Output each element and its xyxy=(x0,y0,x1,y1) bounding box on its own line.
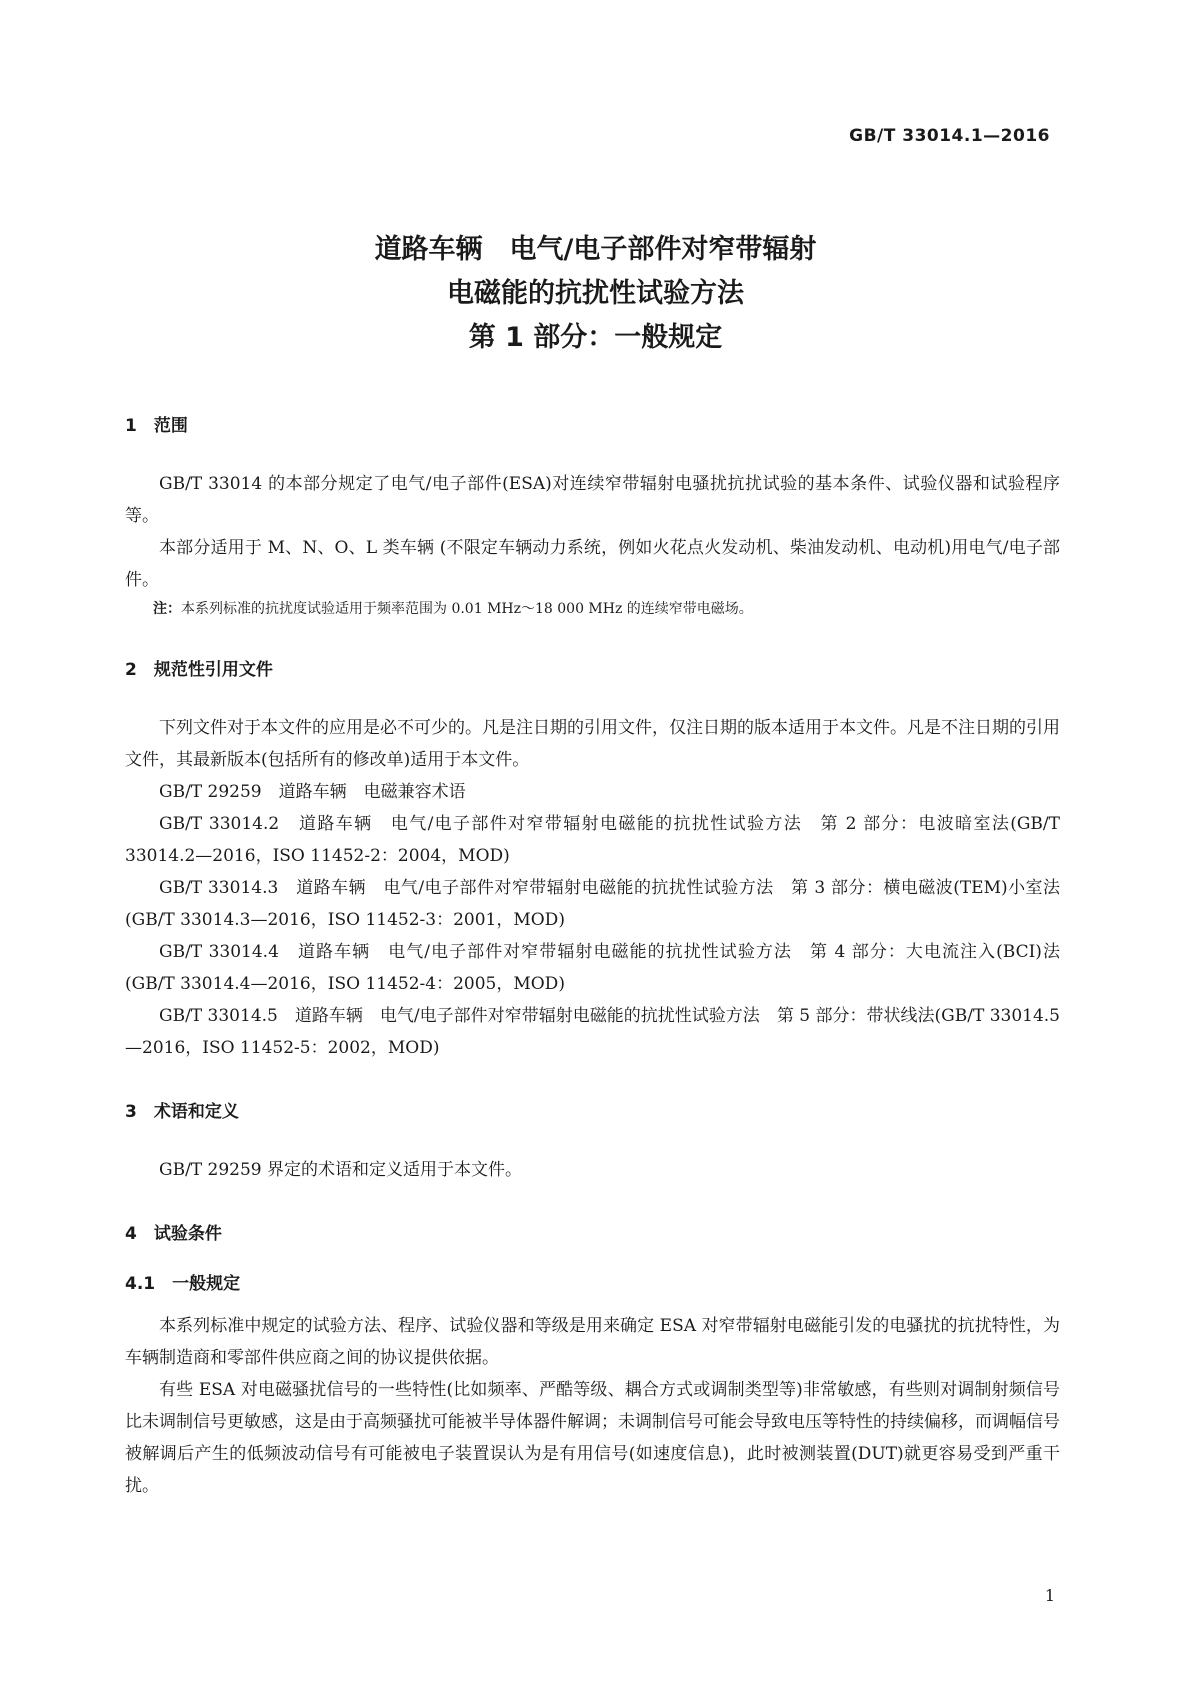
section-2-intro: 下列文件对于本文件的应用是必不可少的。凡是注日期的引用文件，仅注日期的版本适用于本文件。凡是不注日期的引用文件，其最新版本(包括所有的修改单)适用于本文件。 xyxy=(125,718,1060,770)
section-4-heading: 4 试验条件 xyxy=(125,1224,222,1244)
section-1-heading: 1 范围 xyxy=(125,416,188,436)
page-number: 1 xyxy=(1044,1586,1055,1605)
section-1-note xyxy=(125,596,1060,622)
section-4-1-heading: 4.1 一般规定 xyxy=(125,1274,241,1294)
reference-item: GB/T 33014.3 道路车辆 电气/电子部件对窄带辐射电磁能的抗扰性试验方法 第 3 部分：横电磁波(TEM)小室法(GB/T 33014.3—2016，ISO 11452-3：2001，MOD) xyxy=(125,878,1060,930)
standard-code: GB/T 33014.1—2016 xyxy=(849,126,1050,146)
document-body xyxy=(125,414,1060,1502)
section-2-heading: 2 规范性引用文件 xyxy=(125,660,273,680)
document-title xyxy=(0,228,1191,360)
title-line-3: 第 1 部分：一般规定 xyxy=(468,322,723,353)
section-3-heading: 3 术语和定义 xyxy=(125,1102,239,1122)
reference-item: GB/T 33014.5 道路车辆 电气/电子部件对窄带辐射电磁能的抗扰性试验方法 第 5 部分：带状线法(GB/T 33014.5—2016，ISO 11452-5：2002，MOD) xyxy=(125,1006,1060,1058)
title-line-1: 道路车辆 电气/电子部件对窄带辐射 xyxy=(374,234,817,265)
reference-item: GB/T 33014.2 道路车辆 电气/电子部件对窄带辐射电磁能的抗扰性试验方法 第 2 部分：电波暗室法(GB/T 33014.2—2016，ISO 11452-2：2004，MOD) xyxy=(125,814,1060,866)
section-1-paragraph-2: 本部分适用于 M、N、O、L 类车辆 (不限定车辆动力系统，例如火花点火发动机、柴油发动机、电动机)用电气/电子部件。 xyxy=(125,538,1060,590)
section-1-paragraph-1: GB/T 33014 的本部分规定了电气/电子部件(ESA)对连续窄带辐射电骚扰抗扰试验的基本条件、试验仪器和试验程序等。 xyxy=(125,474,1060,526)
title-line-2: 电磁能的抗扰性试验方法 xyxy=(447,278,744,309)
reference-list xyxy=(125,776,1060,1064)
section-4-1-paragraph-2: 有些 ESA 对电磁骚扰信号的一些特性(比如频率、严酷等级、耦合方式或调制类型等)非常敏感，有些则对调制射频信号比未调制信号更敏感，这是由于高频骚扰可能被半导体器件解调；未调制信号可能会导致电压等特性的持续偏移，而调幅信号被解调后产生的低频波动信号有可能被电子装置误认为是有用信号(如速度信息)，此时被测装置(DUT)就更容易受到严重干扰。 xyxy=(125,1380,1060,1496)
reference-item: GB/T 33014.4 道路车辆 电气/电子部件对窄带辐射电磁能的抗扰性试验方法 第 4 部分：大电流注入(BCI)法(GB/T 33014.4—2016，ISO 11452-4：2005，MOD) xyxy=(125,942,1060,994)
reference-item: GB/T 29259 道路车辆 电磁兼容术语 xyxy=(159,782,466,802)
note-label: 注： xyxy=(153,601,181,617)
section-4-1-paragraph-1: 本系列标准中规定的试验方法、程序、试验仪器和等级是用来确定 ESA 对窄带辐射电磁能引发的电骚扰的抗扰特性，为车辆制造商和零部件供应商之间的协议提供依据。 xyxy=(125,1316,1060,1368)
note-text: 本系列标准的抗扰度试验适用于频率范围为 0.01 MHz～18 000 MHz 的连续窄带电磁场。 xyxy=(181,601,753,617)
section-3-paragraph: GB/T 29259 界定的术语和定义适用于本文件。 xyxy=(159,1160,523,1180)
